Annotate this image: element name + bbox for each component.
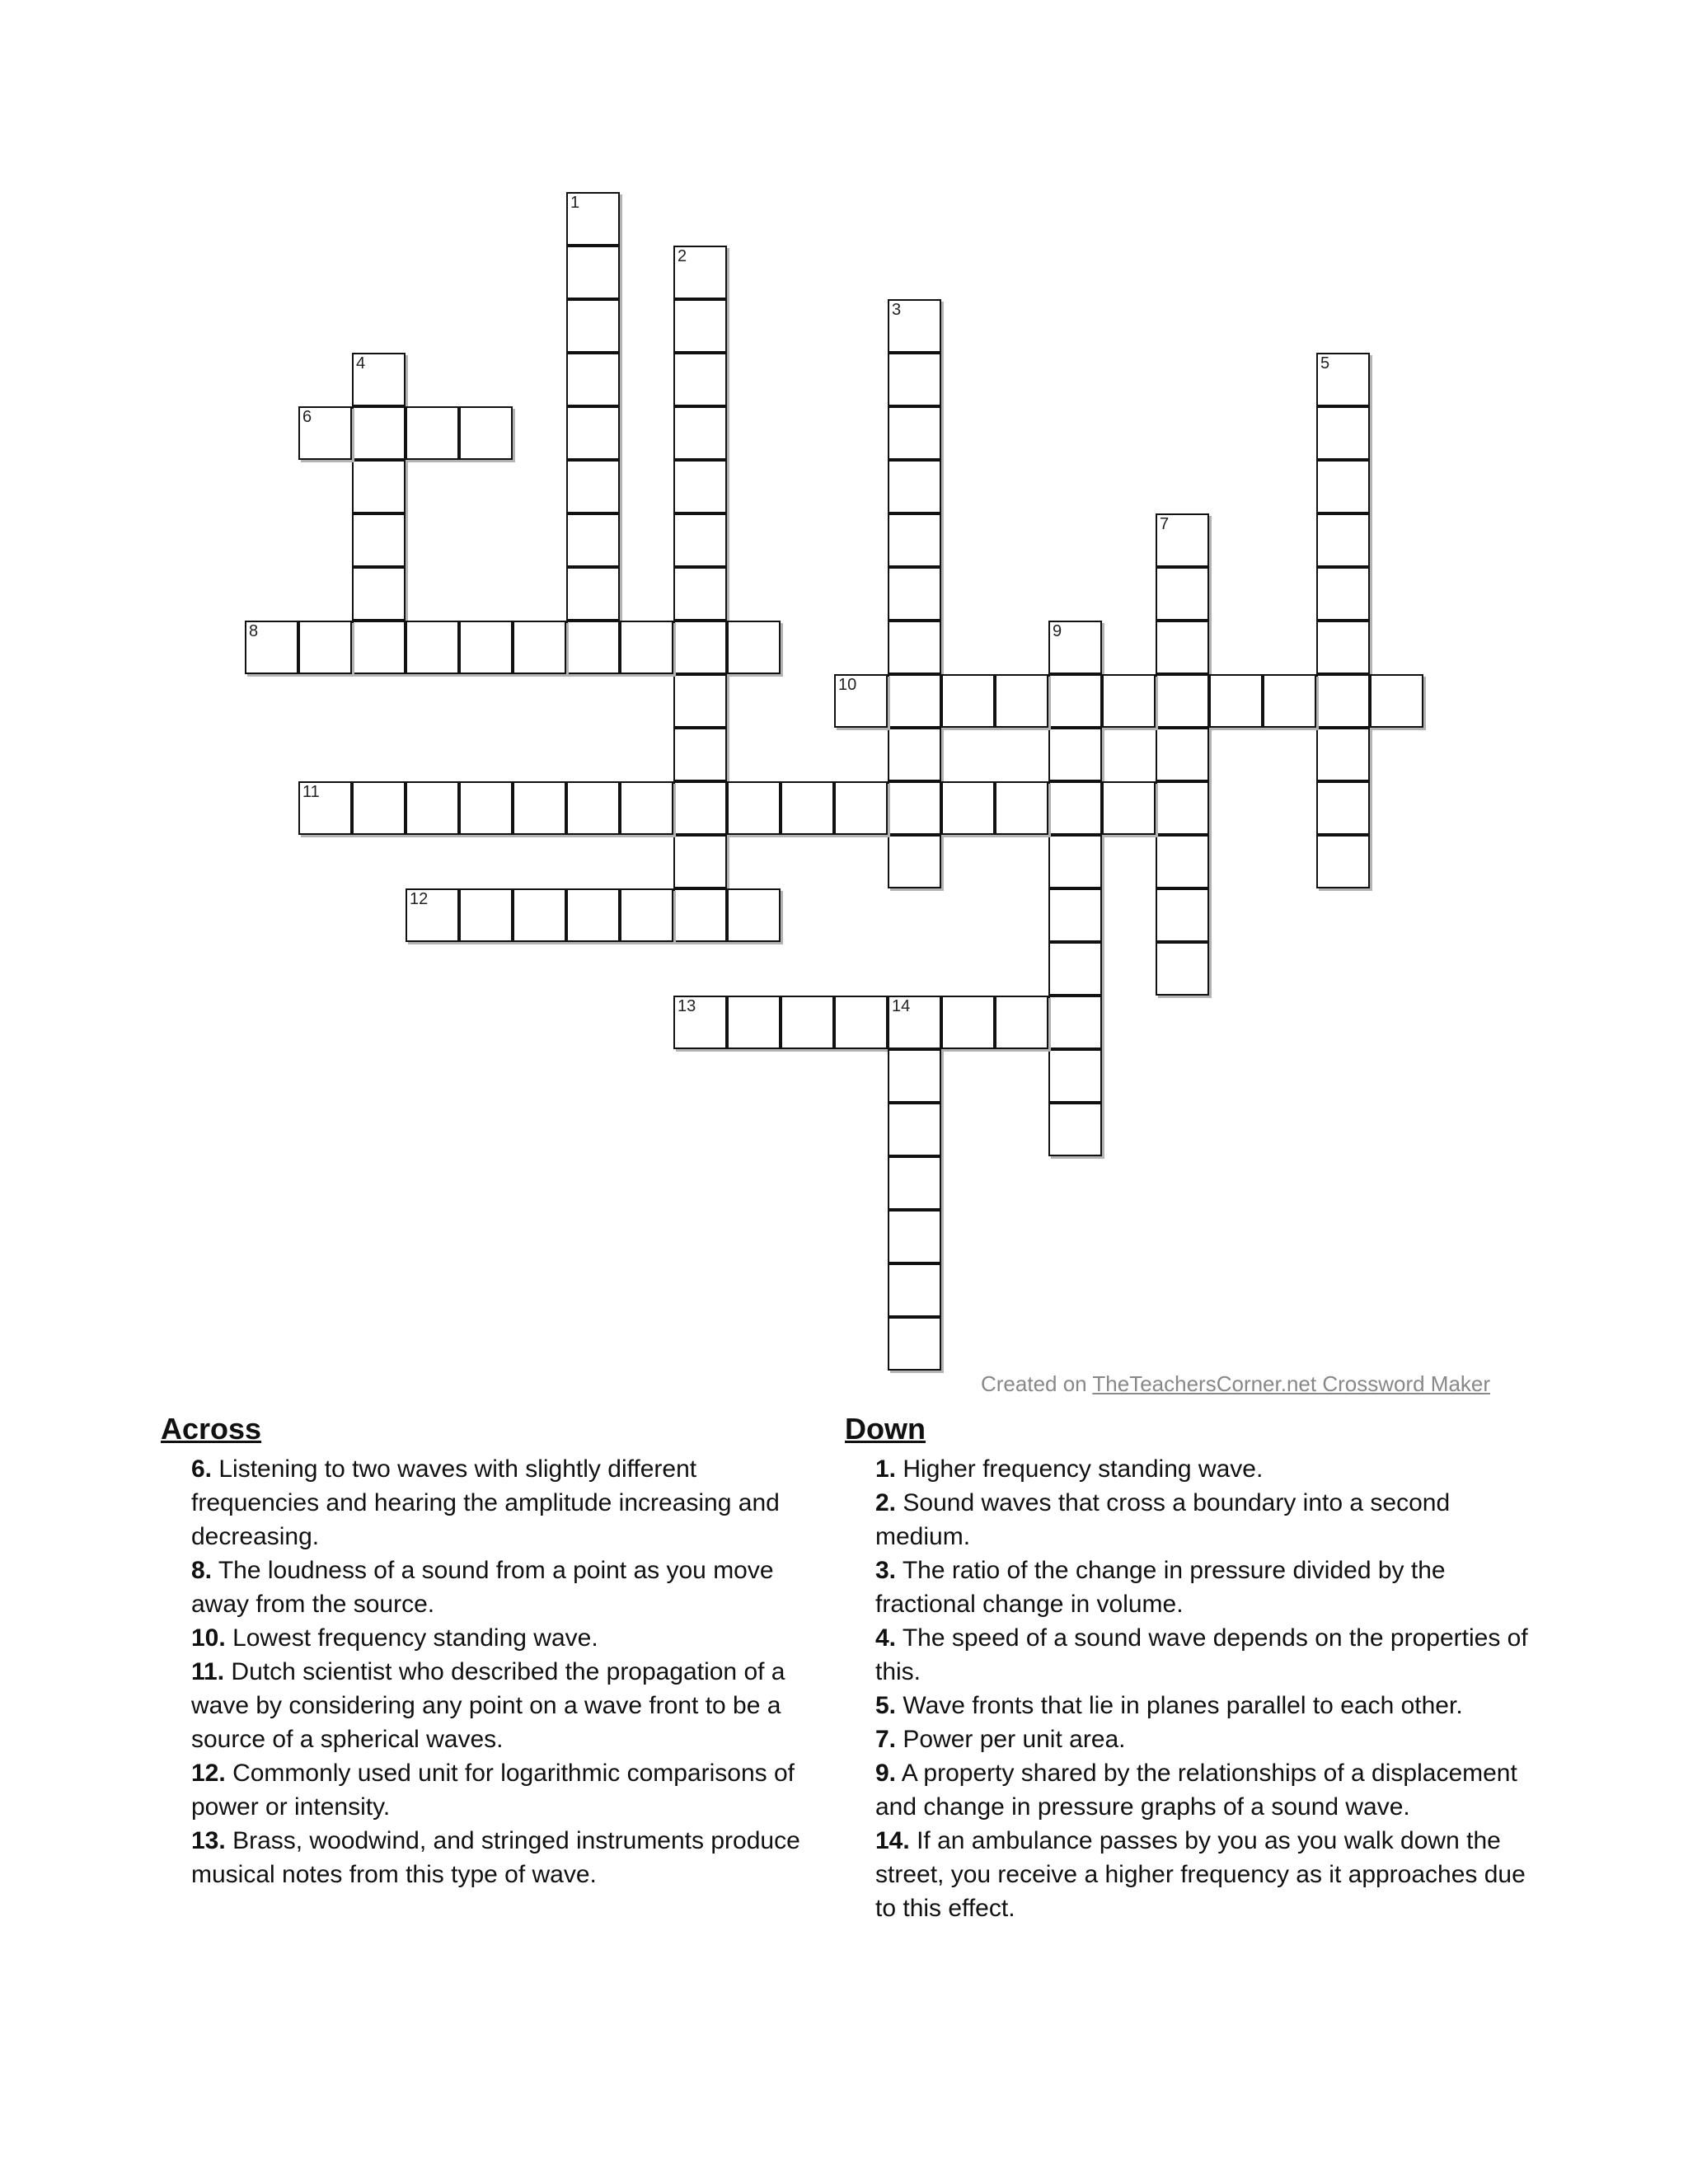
clue-text: Sound waves that cross a boundary into a second medium.: [875, 1489, 1451, 1550]
crossword-cell[interactable]: [352, 406, 406, 460]
crossword-cell[interactable]: [566, 192, 620, 246]
crossword-cell[interactable]: [888, 835, 941, 888]
crossword-cell[interactable]: [781, 996, 834, 1049]
clue-number: 14.: [875, 1827, 910, 1854]
crossword-cell[interactable]: [459, 406, 513, 460]
crossword-cell[interactable]: [834, 996, 888, 1049]
crossword-cell[interactable]: [566, 406, 620, 460]
crossword-cell[interactable]: [834, 674, 888, 728]
crossword-cell[interactable]: [673, 888, 727, 942]
crossword-cell[interactable]: [888, 353, 941, 406]
crossword-cell[interactable]: [352, 353, 406, 406]
crossword-cell[interactable]: [566, 513, 620, 567]
clue-number: 5.: [875, 1692, 897, 1719]
across-clue: [191, 1554, 828, 1621]
crossword-cell[interactable]: [1316, 406, 1370, 460]
crossword-cell[interactable]: [1156, 888, 1209, 942]
crossword-cell[interactable]: [566, 567, 620, 621]
credit-link[interactable]: TheTeachersCorner.net Crossword Maker: [1092, 1371, 1491, 1396]
crossword-cell[interactable]: [352, 621, 406, 674]
crossword-cell[interactable]: [1048, 728, 1102, 781]
crossword-cell[interactable]: [352, 513, 406, 567]
across-clue: [191, 1452, 828, 1554]
down-clues: [845, 1411, 1529, 1925]
crossword-cell[interactable]: [995, 996, 1048, 1049]
crossword-cell[interactable]: [673, 728, 727, 781]
clue-number: 7.: [875, 1726, 897, 1753]
crossword-cell[interactable]: [673, 246, 727, 299]
crossword-cell[interactable]: [888, 621, 941, 674]
crossword-cell[interactable]: [406, 406, 459, 460]
crossword-cell[interactable]: [566, 246, 620, 299]
cell-number: 7: [1160, 515, 1170, 533]
crossword-cell[interactable]: [352, 567, 406, 621]
crossword-cell[interactable]: [1102, 674, 1156, 728]
crossword-cell[interactable]: [566, 888, 620, 942]
crossword-cell[interactable]: [406, 781, 459, 835]
across-clue: [191, 1756, 828, 1824]
crossword-cell[interactable]: [1209, 674, 1263, 728]
crossword-cell[interactable]: [566, 460, 620, 513]
clue-number: 6.: [191, 1455, 213, 1483]
crossword-cell[interactable]: [673, 353, 727, 406]
crossword-cell[interactable]: [888, 567, 941, 621]
crossword-cell[interactable]: [459, 621, 513, 674]
crossword-cell[interactable]: [566, 781, 620, 835]
crossword-cell[interactable]: [673, 996, 727, 1049]
crossword-cell[interactable]: [1263, 674, 1316, 728]
crossword-cell[interactable]: [245, 621, 298, 674]
crossword-cell[interactable]: [673, 621, 727, 674]
crossword-cell[interactable]: [1156, 674, 1209, 728]
clue-text: The loudness of a sound from a point as you move away from the source.: [191, 1557, 774, 1618]
down-clue: [875, 1722, 1529, 1756]
clue-number: 10.: [191, 1624, 226, 1652]
crossword-cell[interactable]: [673, 513, 727, 567]
crossword-cell[interactable]: [888, 299, 941, 353]
crossword-cell[interactable]: [1316, 353, 1370, 406]
crossword-cell[interactable]: [352, 460, 406, 513]
crossword-cell[interactable]: [1102, 781, 1156, 835]
cell-number: 5: [1320, 354, 1330, 373]
crossword-cell[interactable]: [888, 1263, 941, 1317]
crossword-cell[interactable]: [673, 406, 727, 460]
crossword-cell[interactable]: [888, 1156, 941, 1210]
crossword-cell[interactable]: [1156, 567, 1209, 621]
clue-number: 9.: [875, 1760, 897, 1787]
cell-number: 8: [249, 622, 259, 640]
clue-text: Listening to two waves with slightly different frequencies and hearing the amplitude increasing and decreasing.: [191, 1455, 780, 1550]
crossword-cell[interactable]: [888, 406, 941, 460]
crossword-cell[interactable]: [298, 406, 352, 460]
down-clue: [875, 1486, 1529, 1554]
clue-text: A property shared by the relationships of a displacement and change in pressure graphs of a sound wave.: [875, 1760, 1517, 1821]
crossword-cell[interactable]: [513, 888, 566, 942]
crossword-cell[interactable]: [513, 621, 566, 674]
crossword-cell[interactable]: [1048, 781, 1102, 835]
crossword-cell[interactable]: [888, 996, 941, 1049]
crossword-cell[interactable]: [941, 781, 995, 835]
crossword-cell[interactable]: [673, 299, 727, 353]
clue-number: 3.: [875, 1557, 897, 1584]
crossword-cell[interactable]: [888, 674, 941, 728]
down-clue: [875, 1452, 1529, 1486]
crossword-cell[interactable]: [834, 781, 888, 835]
crossword-cell[interactable]: [1156, 621, 1209, 674]
down-clue: [875, 1756, 1529, 1824]
clue-number: 4.: [875, 1624, 897, 1652]
crossword-cell[interactable]: [995, 781, 1048, 835]
credit-line: [981, 1371, 1490, 1397]
crossword-cell[interactable]: [888, 728, 941, 781]
down-clue: [875, 1689, 1529, 1722]
crossword-cell[interactable]: [888, 513, 941, 567]
down-clue: [875, 1824, 1529, 1925]
down-clue-list: [845, 1452, 1529, 1925]
clue-number: 8.: [191, 1557, 213, 1584]
down-clue: [875, 1621, 1529, 1689]
crossword-cell[interactable]: [888, 781, 941, 835]
clue-text: The ratio of the change in pressure divided by the fractional change in volume.: [875, 1557, 1446, 1618]
crossword-cell[interactable]: [1316, 567, 1370, 621]
crossword-cell[interactable]: [1048, 835, 1102, 888]
crossword-cell[interactable]: [298, 781, 352, 835]
down-heading: Down: [845, 1412, 926, 1446]
cell-number: 4: [356, 354, 366, 373]
crossword-cell[interactable]: [673, 460, 727, 513]
crossword-cell[interactable]: [1156, 835, 1209, 888]
clue-text: Wave fronts that lie in planes parallel to each other.: [903, 1692, 1463, 1719]
crossword-cell[interactable]: [673, 835, 727, 888]
across-clue: [191, 1824, 828, 1891]
clue-text: The speed of a sound wave depends on the properties of this.: [875, 1624, 1528, 1685]
crossword-cell[interactable]: [673, 567, 727, 621]
crossword-cell[interactable]: [1370, 674, 1423, 728]
clue-number: 1.: [875, 1455, 897, 1483]
crossword-cell[interactable]: [1156, 728, 1209, 781]
crossword-cell[interactable]: [1156, 513, 1209, 567]
crossword-cell[interactable]: [1316, 835, 1370, 888]
crossword-cell[interactable]: [673, 674, 727, 728]
crossword-cell[interactable]: [352, 781, 406, 835]
crossword-cell[interactable]: [781, 781, 834, 835]
crossword-cell[interactable]: [673, 781, 727, 835]
crossword-cell[interactable]: [513, 781, 566, 835]
crossword-cell[interactable]: [298, 621, 352, 674]
clue-text: Lowest frequency standing wave.: [232, 1624, 598, 1652]
clue-text: If an ambulance passes by you as you walk down the street, you receive a higher frequency as it approaches due to this effect.: [875, 1827, 1526, 1922]
cell-number: 11: [302, 783, 320, 801]
clue-number: 12.: [191, 1760, 226, 1787]
crossword-cell[interactable]: [1156, 781, 1209, 835]
cell-number: 13: [678, 997, 696, 1015]
crossword-cell[interactable]: [1316, 621, 1370, 674]
crossword-cell[interactable]: [888, 1103, 941, 1156]
across-clue: [191, 1655, 828, 1756]
crossword-cell[interactable]: [1048, 942, 1102, 996]
crossword-cell[interactable]: [1048, 996, 1102, 1049]
crossword-cell[interactable]: [888, 1317, 941, 1371]
across-clues: [161, 1411, 828, 1891]
crossword-cell[interactable]: [1316, 728, 1370, 781]
crossword-cell[interactable]: [1048, 1049, 1102, 1103]
cell-number: 2: [678, 247, 687, 265]
cell-number: 6: [302, 408, 312, 426]
clue-text: Commonly used unit for logarithmic comparisons of power or intensity.: [191, 1760, 795, 1821]
crossword-cell[interactable]: [566, 299, 620, 353]
crossword-cell[interactable]: [406, 621, 459, 674]
crossword-cell[interactable]: [1048, 674, 1102, 728]
crossword-cell[interactable]: [1316, 674, 1370, 728]
cell-number: 1: [570, 194, 580, 212]
clue-text: Brass, woodwind, and stringed instruments produce musical notes from this type of wave.: [191, 1827, 800, 1888]
crossword-cell[interactable]: [1316, 513, 1370, 567]
crossword-cell[interactable]: [1156, 942, 1209, 996]
across-heading: Across: [161, 1412, 262, 1446]
across-clue-list: [161, 1452, 828, 1891]
crossword-cell[interactable]: [620, 621, 673, 674]
crossword-cell[interactable]: [727, 996, 781, 1049]
crossword-cell[interactable]: [1316, 781, 1370, 835]
crossword-cell[interactable]: [620, 781, 673, 835]
crossword-cell[interactable]: [406, 888, 459, 942]
credit-prefix: Created on: [981, 1371, 1093, 1396]
down-clue: [875, 1554, 1529, 1621]
cell-number: 10: [838, 676, 857, 694]
crossword-cell[interactable]: [566, 353, 620, 406]
across-clue: [191, 1621, 828, 1655]
clue-text: Power per unit area.: [903, 1726, 1126, 1753]
crossword-cell[interactable]: [888, 1049, 941, 1103]
clue-number: 13.: [191, 1827, 226, 1854]
crossword-cell[interactable]: [727, 781, 781, 835]
crossword-cell[interactable]: [1316, 460, 1370, 513]
clue-text: Dutch scientist who described the propagation of a wave by considering any point on a wave front to be a source of a spherical waves.: [191, 1658, 785, 1753]
clue-text: Higher frequency standing wave.: [903, 1455, 1264, 1483]
crossword-cell[interactable]: [459, 781, 513, 835]
cell-number: 14: [892, 997, 911, 1015]
crossword-cell[interactable]: [1048, 888, 1102, 942]
cell-number: 9: [1053, 622, 1062, 640]
crossword-cell[interactable]: [888, 1210, 941, 1263]
crossword-cell[interactable]: [620, 888, 673, 942]
crossword-cell[interactable]: [941, 996, 995, 1049]
clue-number: 2.: [875, 1489, 897, 1516]
crossword-cell[interactable]: [995, 674, 1048, 728]
cell-number: 12: [410, 890, 429, 908]
crossword-cell[interactable]: [1048, 1103, 1102, 1156]
crossword-cell[interactable]: [566, 621, 620, 674]
crossword-cell[interactable]: [888, 460, 941, 513]
clue-number: 11.: [191, 1658, 225, 1685]
crossword-cell[interactable]: [727, 888, 781, 942]
crossword-cell[interactable]: [941, 674, 995, 728]
crossword-cell[interactable]: [459, 888, 513, 942]
crossword-cell[interactable]: [1048, 621, 1102, 674]
cell-number: 3: [892, 301, 902, 319]
crossword-cell[interactable]: [727, 621, 781, 674]
